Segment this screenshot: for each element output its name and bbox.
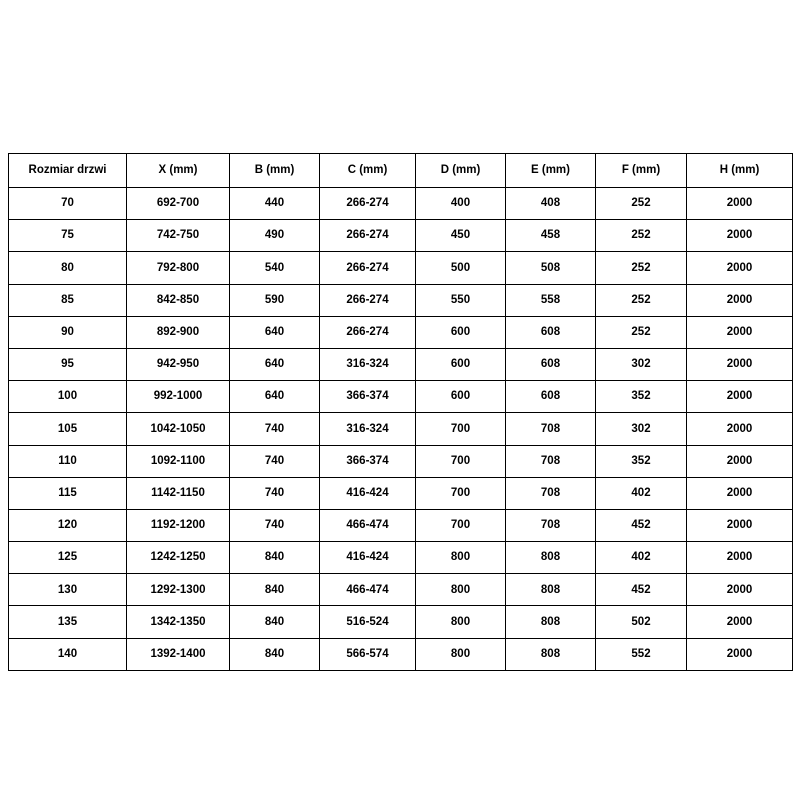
table-row [9, 638, 793, 670]
cell-e: 808 [506, 638, 596, 670]
cell-size: 120 [9, 509, 127, 541]
cell-x: 1142-1150 [127, 477, 230, 509]
cell-e: 558 [506, 284, 596, 316]
cell-c: 366-374 [320, 381, 416, 413]
table-row [9, 606, 793, 638]
cell-x: 742-750 [127, 220, 230, 252]
cell-h: 2000 [687, 509, 793, 541]
cell-x: 1192-1200 [127, 509, 230, 541]
cell-d: 600 [416, 348, 506, 380]
table-row [9, 445, 793, 477]
column-header-d: D (mm) [416, 154, 506, 188]
cell-c: 366-374 [320, 445, 416, 477]
cell-h: 2000 [687, 252, 793, 284]
cell-b: 840 [230, 606, 320, 638]
cell-c: 416-424 [320, 477, 416, 509]
cell-x: 1292-1300 [127, 574, 230, 606]
cell-size: 110 [9, 445, 127, 477]
table-body [9, 188, 793, 671]
cell-d: 600 [416, 381, 506, 413]
cell-x: 892-900 [127, 316, 230, 348]
cell-size: 135 [9, 606, 127, 638]
cell-b: 740 [230, 445, 320, 477]
cell-e: 808 [506, 542, 596, 574]
size-table-container [8, 153, 792, 671]
cell-x: 1342-1350 [127, 606, 230, 638]
cell-f: 252 [596, 220, 687, 252]
cell-f: 352 [596, 445, 687, 477]
table-row [9, 188, 793, 220]
cell-c: 566-574 [320, 638, 416, 670]
cell-size: 75 [9, 220, 127, 252]
table-row [9, 220, 793, 252]
cell-d: 800 [416, 542, 506, 574]
cell-size: 80 [9, 252, 127, 284]
cell-c: 266-274 [320, 252, 416, 284]
cell-f: 252 [596, 188, 687, 220]
cell-c: 316-324 [320, 348, 416, 380]
table-row [9, 477, 793, 509]
cell-c: 416-424 [320, 542, 416, 574]
cell-d: 700 [416, 509, 506, 541]
column-header-h: H (mm) [687, 154, 793, 188]
table-row [9, 252, 793, 284]
cell-e: 608 [506, 348, 596, 380]
cell-e: 608 [506, 316, 596, 348]
cell-e: 508 [506, 252, 596, 284]
cell-b: 490 [230, 220, 320, 252]
cell-f: 502 [596, 606, 687, 638]
cell-c: 316-324 [320, 413, 416, 445]
table-row [9, 381, 793, 413]
table-row [9, 348, 793, 380]
cell-d: 800 [416, 574, 506, 606]
column-header-b: B (mm) [230, 154, 320, 188]
cell-size: 100 [9, 381, 127, 413]
cell-d: 450 [416, 220, 506, 252]
cell-b: 740 [230, 413, 320, 445]
cell-b: 540 [230, 252, 320, 284]
cell-h: 2000 [687, 574, 793, 606]
cell-f: 352 [596, 381, 687, 413]
cell-f: 402 [596, 477, 687, 509]
cell-h: 2000 [687, 638, 793, 670]
table-row [9, 413, 793, 445]
column-header-x: X (mm) [127, 154, 230, 188]
column-header-rozmiar-drzwi: Rozmiar drzwi [9, 154, 127, 188]
cell-size: 90 [9, 316, 127, 348]
cell-b: 840 [230, 638, 320, 670]
cell-c: 266-274 [320, 188, 416, 220]
cell-x: 1092-1100 [127, 445, 230, 477]
cell-x: 1242-1250 [127, 542, 230, 574]
cell-size: 85 [9, 284, 127, 316]
cell-h: 2000 [687, 606, 793, 638]
cell-f: 252 [596, 252, 687, 284]
column-header-c: C (mm) [320, 154, 416, 188]
cell-f: 552 [596, 638, 687, 670]
cell-h: 2000 [687, 413, 793, 445]
cell-size: 140 [9, 638, 127, 670]
cell-f: 302 [596, 348, 687, 380]
table-header-row [9, 154, 793, 188]
cell-d: 800 [416, 638, 506, 670]
cell-h: 2000 [687, 284, 793, 316]
cell-d: 400 [416, 188, 506, 220]
cell-h: 2000 [687, 542, 793, 574]
cell-x: 1042-1050 [127, 413, 230, 445]
cell-b: 440 [230, 188, 320, 220]
cell-e: 808 [506, 606, 596, 638]
cell-d: 550 [416, 284, 506, 316]
cell-b: 840 [230, 542, 320, 574]
cell-f: 302 [596, 413, 687, 445]
cell-size: 105 [9, 413, 127, 445]
cell-size: 130 [9, 574, 127, 606]
cell-x: 792-800 [127, 252, 230, 284]
cell-x: 992-1000 [127, 381, 230, 413]
cell-c: 266-274 [320, 220, 416, 252]
cell-d: 700 [416, 445, 506, 477]
cell-c: 266-274 [320, 316, 416, 348]
cell-h: 2000 [687, 477, 793, 509]
cell-size: 115 [9, 477, 127, 509]
cell-b: 640 [230, 381, 320, 413]
cell-c: 516-524 [320, 606, 416, 638]
cell-d: 800 [416, 606, 506, 638]
cell-d: 700 [416, 477, 506, 509]
cell-d: 600 [416, 316, 506, 348]
cell-b: 640 [230, 316, 320, 348]
cell-h: 2000 [687, 381, 793, 413]
cell-e: 408 [506, 188, 596, 220]
cell-e: 708 [506, 413, 596, 445]
cell-b: 740 [230, 509, 320, 541]
cell-d: 500 [416, 252, 506, 284]
table-row [9, 284, 793, 316]
cell-e: 708 [506, 477, 596, 509]
table-row [9, 542, 793, 574]
cell-h: 2000 [687, 188, 793, 220]
cell-e: 458 [506, 220, 596, 252]
cell-e: 808 [506, 574, 596, 606]
cell-f: 452 [596, 574, 687, 606]
cell-size: 95 [9, 348, 127, 380]
cell-x: 692-700 [127, 188, 230, 220]
cell-e: 708 [506, 509, 596, 541]
cell-x: 942-950 [127, 348, 230, 380]
cell-size: 70 [9, 188, 127, 220]
cell-size: 125 [9, 542, 127, 574]
cell-x: 842-850 [127, 284, 230, 316]
cell-d: 700 [416, 413, 506, 445]
table-row [9, 316, 793, 348]
column-header-f: F (mm) [596, 154, 687, 188]
cell-b: 640 [230, 348, 320, 380]
cell-c: 266-274 [320, 284, 416, 316]
cell-e: 708 [506, 445, 596, 477]
table-header [9, 154, 793, 188]
cell-h: 2000 [687, 220, 793, 252]
cell-x: 1392-1400 [127, 638, 230, 670]
cell-h: 2000 [687, 445, 793, 477]
cell-b: 590 [230, 284, 320, 316]
door-size-table [8, 153, 793, 671]
cell-e: 608 [506, 381, 596, 413]
cell-f: 402 [596, 542, 687, 574]
cell-b: 840 [230, 574, 320, 606]
cell-f: 252 [596, 316, 687, 348]
cell-c: 466-474 [320, 574, 416, 606]
table-row [9, 574, 793, 606]
cell-h: 2000 [687, 316, 793, 348]
cell-b: 740 [230, 477, 320, 509]
cell-f: 252 [596, 284, 687, 316]
table-row [9, 509, 793, 541]
column-header-e: E (mm) [506, 154, 596, 188]
cell-f: 452 [596, 509, 687, 541]
cell-h: 2000 [687, 348, 793, 380]
cell-c: 466-474 [320, 509, 416, 541]
